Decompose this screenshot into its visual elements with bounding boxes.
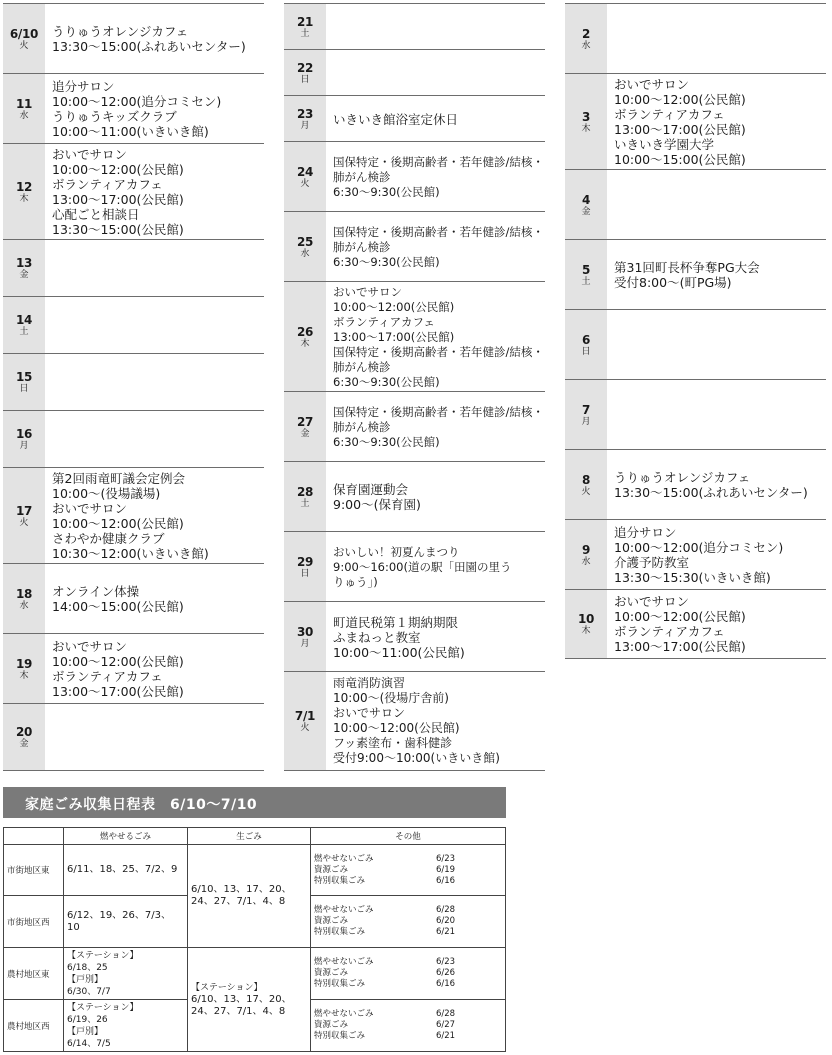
date-cell (3, 634, 45, 704)
date-cell (565, 4, 607, 74)
weekday: 水 (581, 40, 591, 51)
other-date: 6/23 (436, 957, 456, 967)
burnable-line: 【戸別】 (67, 1026, 104, 1037)
event-line: おいでサロン (52, 147, 128, 162)
event-list (333, 142, 545, 212)
day-row (3, 467, 264, 564)
date-cell (565, 310, 607, 380)
date-cell (3, 411, 45, 468)
other-dates (311, 845, 506, 896)
date-number: 14 (15, 313, 33, 327)
event-line: ボランティアカフェ (614, 624, 725, 639)
date-cell (565, 590, 607, 658)
date-number: 12 (15, 179, 33, 194)
weekday: 土 (581, 276, 591, 287)
area-name: 農村地区西 (4, 1000, 64, 1052)
gomi-schedule-title: 家庭ごみ収集日程表 6/10～7/10 (25, 797, 258, 813)
other-type: 資源ごみ (314, 1020, 349, 1030)
event-line: 介護予防教室 (614, 555, 690, 570)
event-line: 10:00～11:00(公民館) (333, 644, 465, 660)
event-line: 国保特定・後期高齢者・若年健診/結核・ (333, 344, 544, 359)
event-list (52, 4, 264, 74)
date-cell (284, 50, 326, 96)
date-cell (284, 532, 326, 602)
weekday: 月 (300, 638, 310, 649)
date-cell (3, 704, 45, 770)
date-number: 8 (581, 472, 591, 487)
event-line: 10:00～12:00(公民館) (333, 299, 455, 314)
date-number: 26 (296, 324, 314, 339)
date-number: 2 (581, 26, 591, 41)
event-line: おいしい！初夏んまつり (333, 544, 460, 559)
weekday: 水 (19, 110, 29, 121)
weekday: 火 (300, 178, 310, 189)
event-line: 13:30～15:00(ふれあいセンター) (52, 39, 246, 54)
weekday: 月 (581, 416, 591, 427)
other-type: 資源ごみ (314, 968, 349, 978)
date-number: 5 (581, 262, 591, 277)
date-cell (284, 602, 326, 672)
other-line (314, 876, 502, 887)
event-line: りゅう」) (333, 574, 378, 589)
other-type: 特別収集ごみ (314, 927, 366, 937)
date-cell (565, 380, 607, 450)
day-row (284, 531, 545, 602)
date-number: 20 (15, 724, 33, 739)
other-line (314, 1009, 502, 1020)
event-line: 6:30～9:30(公民館) (333, 374, 440, 389)
event-line: おいでサロン (614, 77, 690, 92)
date-cell (3, 74, 45, 144)
event-line: おいでサロン (333, 284, 402, 299)
other-type: 特別収集ごみ (314, 979, 366, 989)
other-line (314, 854, 502, 865)
weekday: 木 (581, 625, 591, 636)
day-row (3, 3, 264, 74)
event-line: うりゅうキッズクラブ (52, 109, 177, 124)
date-number: 27 (296, 414, 314, 429)
other-dates (311, 896, 506, 948)
other-date: 6/27 (436, 1020, 456, 1030)
day-row (3, 239, 264, 297)
other-line (314, 865, 502, 876)
other-date: 6/16 (436, 875, 456, 886)
event-list (614, 450, 826, 520)
event-line: 10:00～12:00(追分コミセン) (52, 94, 222, 109)
other-date: 6/21 (436, 1031, 456, 1041)
other-type: 燃やせないごみ (314, 853, 374, 864)
day-row (565, 309, 826, 380)
date-number: 11 (15, 96, 33, 111)
burnable-line: 【戸別】 (67, 974, 104, 985)
day-row (565, 3, 826, 74)
weekday: 月 (300, 120, 310, 131)
date-number: 29 (296, 554, 314, 569)
burnable-dates (64, 1000, 188, 1052)
event-line: 肺がん検診 (333, 359, 391, 374)
other-type: 資源ごみ (314, 916, 349, 926)
area-name: 市街地区東 (4, 845, 64, 896)
event-line: うりゅうオレンジカフェ (614, 470, 751, 485)
event-line: いきいき学園大学 (614, 137, 715, 152)
event-list (614, 240, 826, 310)
weekday: 金 (581, 206, 591, 217)
day-row (284, 391, 545, 462)
date-number: 28 (296, 484, 314, 499)
other-dates (311, 948, 506, 1000)
other-line (314, 905, 502, 916)
weekday: 土 (300, 28, 310, 39)
date-number: 7 (581, 402, 591, 417)
day-row (565, 589, 826, 659)
event-line: 14:00～15:00(公民館) (52, 599, 184, 614)
day-row (3, 703, 264, 771)
date-number: 23 (296, 106, 314, 121)
day-row (3, 73, 264, 144)
other-date: 6/16 (436, 979, 456, 989)
date-number: 13 (15, 256, 33, 270)
area-name: 農村地区東 (4, 948, 64, 1000)
event-line: 追分サロン (52, 79, 115, 94)
event-line: ボランティアカフェ (52, 669, 163, 684)
date-cell (565, 240, 607, 310)
other-line (314, 957, 502, 968)
day-row (284, 211, 545, 282)
other-line (314, 916, 502, 927)
date-cell (565, 450, 607, 520)
weekday: 水 (19, 600, 29, 611)
other-date: 6/23 (436, 853, 456, 864)
event-line: おいでサロン (614, 594, 690, 609)
weekday: 水 (581, 556, 591, 567)
day-row (284, 3, 545, 50)
weekday: 木 (581, 123, 591, 134)
date-number: 24 (296, 164, 314, 179)
raw-line: 【ステーション】 (191, 982, 263, 993)
other-date: 6/20 (436, 916, 456, 926)
weekday: 木 (19, 670, 29, 681)
date-cell (3, 564, 45, 634)
table-header-row (4, 828, 506, 845)
event-line: いきいき館浴室定休日 (333, 111, 459, 127)
event-line: オンライン体操 (52, 584, 140, 599)
other-date: 6/28 (436, 1009, 456, 1019)
event-line: 肺がん検診 (333, 239, 391, 254)
other-line (314, 979, 502, 990)
other-date: 6/26 (436, 968, 456, 978)
date-cell (284, 462, 326, 532)
event-line: 13:00～17:00(公民館) (614, 122, 746, 137)
event-line: 受付9:00～10:00(いきいき館) (333, 751, 500, 765)
date-cell (3, 468, 45, 564)
other-date: 6/19 (436, 864, 456, 875)
date-cell (284, 672, 326, 770)
calendar-column-2 (284, 3, 545, 769)
weekday: 水 (300, 248, 310, 259)
event-line: 国保特定・後期高齢者・若年健診/結核・ (333, 404, 544, 419)
date-number: 21 (296, 14, 314, 29)
weekday: 火 (19, 40, 29, 51)
event-line: 10:00～12:00(公民館) (52, 516, 184, 531)
event-line: 雨竜消防演習 (333, 676, 406, 690)
day-row (3, 563, 264, 634)
event-line: 国保特定・後期高齢者・若年健診/結核・ (333, 154, 544, 169)
raw-dates-town (188, 845, 311, 948)
event-line: 保育園運動会 (333, 482, 409, 497)
date-number: 10 (577, 611, 595, 626)
burnable-dates (64, 896, 188, 948)
event-line: 第31回町長杯争奪PG大会 (614, 260, 760, 275)
day-row (565, 239, 826, 310)
event-line: 13:30～15:00(ふれあいセンター) (614, 485, 808, 500)
event-line: 心配ごと相談日 (52, 207, 140, 222)
event-line: 13:00～17:00(公民館) (52, 192, 184, 207)
day-row (565, 379, 826, 450)
date-number: 6 (581, 332, 591, 347)
event-line: 町道民税第１期納期限 (333, 614, 459, 630)
other-line (314, 1020, 502, 1031)
event-list (52, 468, 264, 564)
weekday: 月 (19, 441, 29, 451)
other-type: 燃やせないごみ (314, 957, 374, 967)
day-row (284, 141, 545, 212)
event-list (52, 144, 264, 240)
calendar-column-3 (565, 3, 826, 657)
weekday: 火 (300, 722, 310, 733)
date-cell (3, 144, 45, 240)
weekday: 火 (581, 486, 591, 497)
event-line: フッ素塗布・歯科健診 (333, 736, 453, 750)
date-number: 30 (296, 624, 314, 639)
event-line: ボランティアカフェ (52, 177, 163, 192)
event-line: おいでサロン (333, 706, 406, 720)
day-row (284, 601, 545, 672)
event-list (333, 672, 545, 770)
date-cell (284, 212, 326, 282)
other-type: 燃やせないごみ (314, 905, 374, 915)
date-number: 9 (581, 542, 591, 557)
event-line: 13:00～17:00(公民館) (614, 639, 746, 654)
event-line: ボランティアカフェ (333, 314, 435, 329)
date-cell (3, 354, 45, 411)
date-cell (284, 392, 326, 462)
event-line: 追分サロン (614, 525, 677, 540)
event-line: 13:30～15:30(いきいき館) (614, 570, 771, 585)
other-type: 特別収集ごみ (314, 875, 366, 886)
header-burnable: 燃やせるごみ (64, 828, 188, 845)
date-cell (284, 282, 326, 392)
date-cell (3, 4, 45, 74)
area-name: 市街地区西 (4, 896, 64, 948)
event-line: うりゅうオレンジカフェ (52, 24, 189, 39)
burnable-line: 【ステーション】 (67, 1002, 139, 1013)
day-row (3, 296, 264, 354)
day-row (284, 461, 545, 532)
event-line: 10:00～(役場議場) (52, 486, 161, 501)
date-number: 4 (581, 192, 591, 207)
date-number: 18 (15, 586, 33, 601)
header-raw: 生ごみ (188, 828, 311, 845)
event-line: 10:00～12:00(公民館) (333, 721, 460, 735)
weekday: 木 (300, 338, 310, 349)
event-line: 13:00～17:00(公民館) (52, 684, 184, 699)
date-number: 6/10 (9, 26, 39, 41)
table-row (4, 845, 506, 896)
burnable-line: 6/30、7/7 (67, 986, 111, 997)
event-list (333, 282, 545, 392)
date-number: 25 (296, 234, 314, 249)
event-line: 10:00～12:00(公民館) (614, 609, 746, 624)
event-line: 6:30～9:30(公民館) (333, 254, 440, 269)
burnable-line: 6/14、7/5 (67, 1038, 111, 1049)
weekday: 日 (300, 568, 310, 579)
day-row (565, 73, 826, 170)
event-list (52, 634, 264, 704)
day-row (565, 449, 826, 520)
date-cell (284, 4, 326, 50)
day-row (284, 671, 545, 771)
event-list (333, 462, 545, 532)
date-number: 16 (15, 427, 33, 441)
event-line: 10:00～(役場庁舎前) (333, 691, 449, 705)
event-list (52, 74, 264, 144)
date-cell (565, 74, 607, 170)
weekday: 日 (19, 384, 29, 394)
raw-line: 6/10、13、17、20、 (191, 993, 292, 1005)
burnable-line: 6/12、19、26、7/3、 (67, 909, 171, 921)
header-other: その他 (311, 828, 506, 845)
other-dates (311, 1000, 506, 1052)
event-line: 9:00～(保育園) (333, 497, 421, 512)
raw-dates-rural (188, 948, 311, 1052)
weekday: 土 (300, 498, 310, 509)
other-line (314, 927, 502, 938)
other-line (314, 968, 502, 979)
weekday: 木 (19, 193, 29, 204)
other-type: 特別収集ごみ (314, 1031, 366, 1041)
day-row (284, 95, 545, 142)
event-line: ふまねっと教室 (333, 629, 421, 645)
event-line: 10:00～15:00(公民館) (614, 152, 746, 167)
event-line: 10:00～12:00(追分コミセン) (614, 540, 784, 555)
day-row (3, 410, 264, 468)
date-cell (565, 170, 607, 240)
date-number: 19 (15, 656, 33, 671)
day-row (284, 281, 545, 392)
event-line: 10:30～12:00(いきいき館) (52, 546, 209, 561)
event-line: 6:30～9:30(公民館) (333, 184, 440, 199)
day-row (3, 633, 264, 704)
other-type: 資源ごみ (314, 864, 349, 875)
day-row (3, 353, 264, 411)
burnable-line: 6/18、25 (67, 962, 108, 973)
weekday: 日 (581, 346, 591, 357)
weekday: 金 (19, 738, 29, 749)
event-list (333, 392, 545, 462)
weekday: 火 (19, 517, 29, 528)
date-cell (284, 96, 326, 142)
other-line (314, 1031, 502, 1042)
event-line: 13:00～17:00(公民館) (333, 329, 455, 344)
event-line: ボランティアカフェ (614, 107, 725, 122)
raw-line: 24、27、7/1、4、8 (191, 1005, 286, 1017)
burnable-line: 6/19、26 (67, 1014, 108, 1025)
event-list (333, 96, 545, 142)
event-line: 国保特定・後期高齢者・若年健診/結核・ (333, 224, 544, 239)
day-row (565, 169, 826, 240)
gomi-schedule-banner (3, 787, 506, 818)
event-line: 10:00～12:00(公民館) (52, 162, 184, 177)
date-cell (284, 142, 326, 212)
table-row (4, 948, 506, 1000)
event-line: さわやか健康クラブ (52, 531, 165, 546)
other-date: 6/21 (436, 927, 456, 937)
date-number: 17 (15, 503, 33, 518)
weekday: 土 (19, 327, 29, 337)
event-line: 肺がん検診 (333, 419, 391, 434)
event-line: 肺がん検診 (333, 169, 391, 184)
weekday: 金 (19, 270, 29, 280)
raw-line: 6/10、13、17、20、 (191, 884, 292, 895)
other-date: 6/28 (436, 905, 456, 915)
burnable-dates (64, 845, 188, 896)
burnable-line: 【ステーション】 (67, 950, 139, 961)
date-cell (3, 240, 45, 297)
event-line: 受付8:00～(町PG場) (614, 275, 732, 290)
event-list (333, 602, 545, 672)
event-line: 10:00～11:00(いきいき館) (52, 124, 209, 139)
event-list (614, 74, 826, 170)
date-number: 15 (15, 370, 33, 384)
event-line: 13:30～15:00(公民館) (52, 222, 184, 237)
date-cell (565, 520, 607, 590)
weekday: 日 (300, 74, 310, 85)
date-number: 7/1 (294, 708, 316, 723)
burnable-line: 10 (67, 921, 80, 933)
weekday: 金 (300, 428, 310, 439)
date-cell (3, 297, 45, 354)
day-row (565, 519, 826, 590)
date-number: 22 (296, 60, 314, 75)
event-line: おいでサロン (52, 501, 128, 516)
burnable-line: 6/11、18、25、7/2、9 (67, 864, 178, 875)
gomi-schedule-table (3, 827, 506, 1052)
day-row (3, 143, 264, 240)
event-line: 9:00～16:00(道の駅「田園の里う (333, 559, 512, 574)
calendar-column-1 (3, 3, 264, 769)
event-list (614, 520, 826, 590)
event-list (52, 564, 264, 634)
raw-line: 24、27、7/1、4、8 (191, 896, 286, 907)
burnable-dates (64, 948, 188, 1000)
event-line: 10:00～12:00(公民館) (614, 92, 746, 107)
event-list (614, 590, 826, 658)
date-number: 3 (581, 109, 591, 124)
day-row (284, 49, 545, 96)
event-line: 6:30～9:30(公民館) (333, 434, 440, 449)
header-blank (4, 828, 64, 845)
event-list (333, 532, 545, 602)
event-line: おいでサロン (52, 639, 128, 654)
other-type: 燃やせないごみ (314, 1009, 374, 1019)
event-line: 第2回雨竜町議会定例会 (52, 471, 185, 486)
event-list (333, 212, 545, 282)
event-line: 10:00～12:00(公民館) (52, 654, 184, 669)
